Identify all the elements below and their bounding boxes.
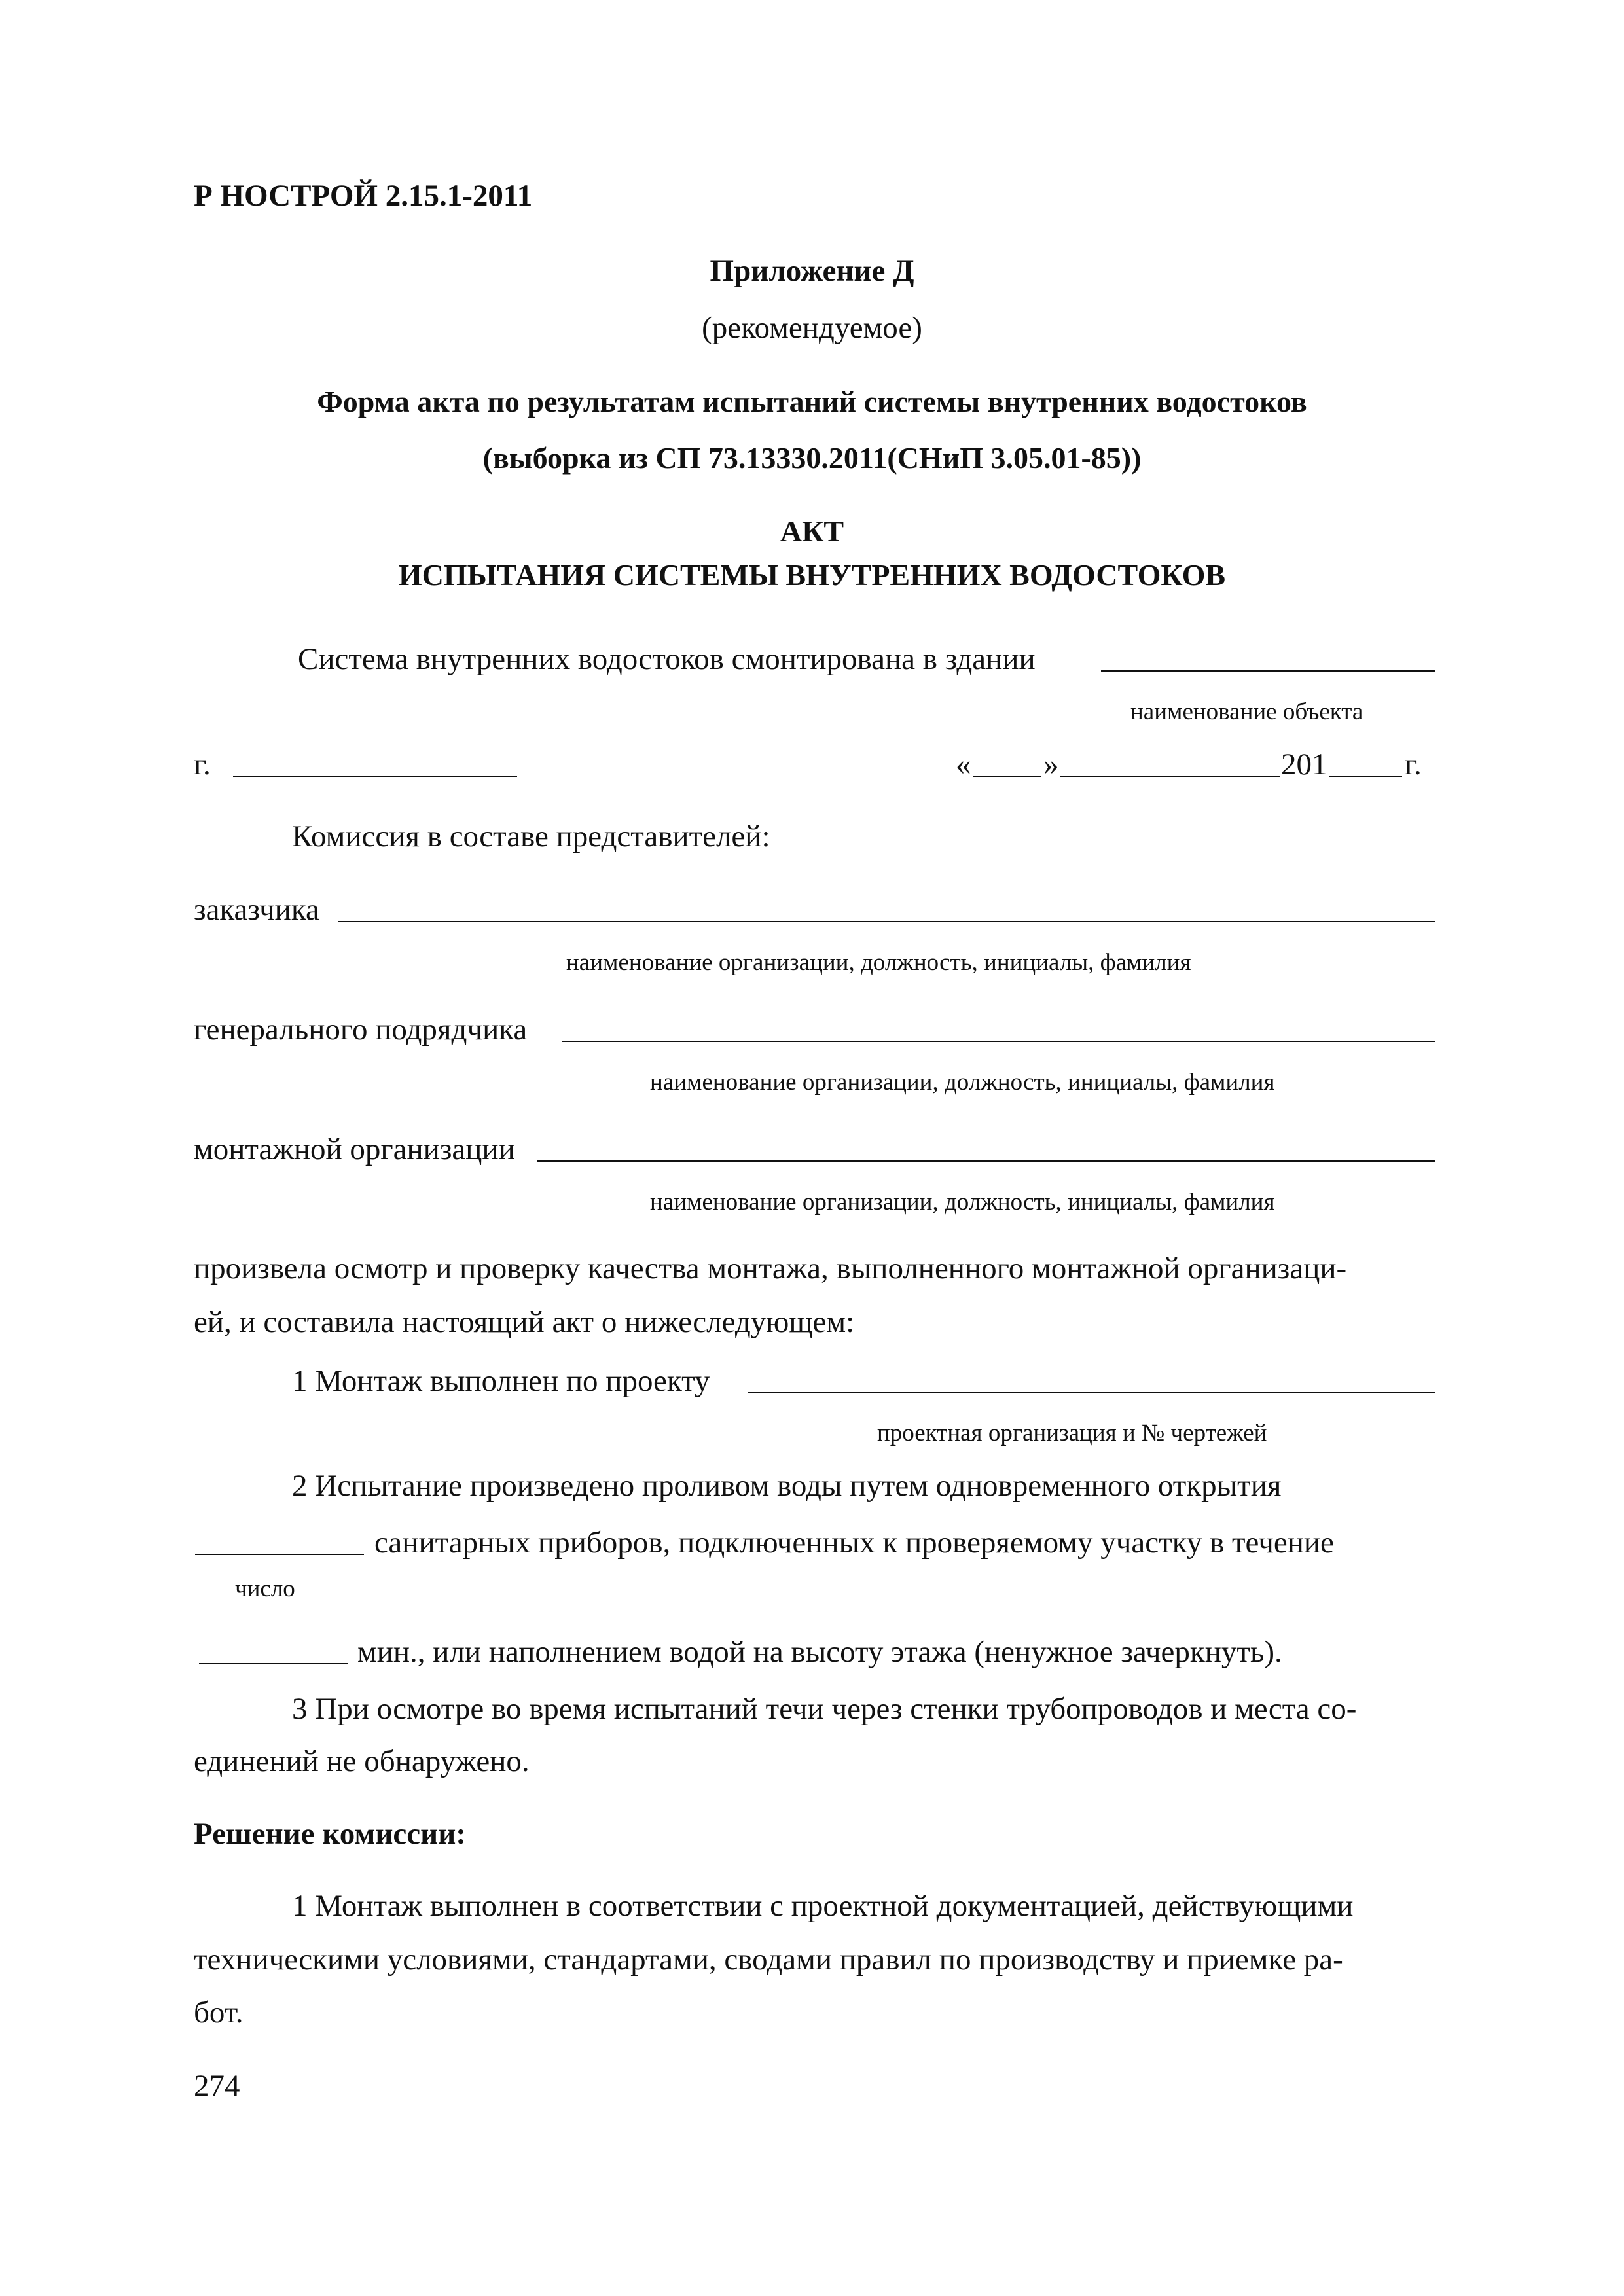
customer-caption: наименование организации, должность, инициалы, фамилия bbox=[566, 949, 1191, 976]
form-title-line2: (выборка из СП 73.13330.2011(СНиП 3.05.01-85)) bbox=[482, 441, 1142, 475]
form-title-line1: Форма акта по результатам испытаний системы внутренних водостоков bbox=[317, 385, 1307, 418]
duration-blank[interactable] bbox=[199, 1663, 348, 1664]
appendix-title: Приложение Д bbox=[710, 254, 914, 288]
date-quote-open: « bbox=[956, 747, 971, 781]
day-blank[interactable] bbox=[973, 776, 1041, 777]
decision-item1-line1: 1 Монтаж выполнен в соответствии с проектной документацией, действующими bbox=[292, 1889, 1354, 1923]
item1-label: 1 Монтаж выполнен по проекту bbox=[292, 1364, 710, 1398]
item3-line2: единений не обнаружено. bbox=[194, 1744, 530, 1778]
general-contractor-blank[interactable] bbox=[562, 1041, 1435, 1042]
month-blank[interactable] bbox=[1060, 776, 1280, 777]
installation-org-label: монтажной организации bbox=[194, 1132, 515, 1166]
intro-text: Система внутренних водостоков смонтирована в здании bbox=[298, 642, 1036, 676]
body-p1-line1: произвела осмотр и проверку качества монтажа, выполненного монтажной организаци- bbox=[194, 1251, 1347, 1285]
act-subtitle: ИСПЫТАНИЯ СИСТЕМЫ ВНУТРЕННИХ ВОДОСТОКОВ bbox=[398, 558, 1226, 592]
city-blank[interactable] bbox=[233, 776, 517, 777]
installation-org-blank[interactable] bbox=[537, 1160, 1435, 1162]
document-code: Р НОСТРОЙ 2.15.1-2011 bbox=[194, 179, 533, 213]
year-blank[interactable] bbox=[1329, 776, 1402, 777]
appendix-type: (рекомендуемое) bbox=[702, 311, 922, 345]
fixtures-count-blank[interactable] bbox=[195, 1554, 364, 1555]
decision-item1-line2: техническими условиями, стандартами, сводами правил по производству и приемке ра- bbox=[194, 1943, 1343, 1977]
general-contractor-label: генерального подрядчика bbox=[194, 1013, 528, 1047]
date-quote-close: » bbox=[1043, 747, 1059, 781]
project-blank[interactable] bbox=[748, 1392, 1435, 1393]
decision-item1-line3: бот. bbox=[194, 1996, 244, 2030]
year-prefix: 201 bbox=[1281, 747, 1327, 781]
commission-heading: Комиссия в составе представителей: bbox=[292, 819, 770, 853]
customer-blank[interactable] bbox=[338, 921, 1435, 922]
body-p1-line2: ей, и составила настоящий акт о нижеследующем: bbox=[194, 1305, 855, 1339]
item1-caption: проектная организация и № чертежей bbox=[877, 1420, 1267, 1446]
city-prefix: г. bbox=[194, 747, 211, 781]
item2-caption: число bbox=[235, 1575, 295, 1602]
customer-label: заказчика bbox=[194, 893, 319, 927]
year-suffix: г. bbox=[1405, 747, 1422, 781]
general-contractor-caption: наименование организации, должность, инициалы, фамилия bbox=[650, 1069, 1275, 1096]
item2-line3: мин., или наполнением водой на высоту этажа (ненужное зачеркнуть). bbox=[357, 1635, 1282, 1669]
object-name-caption: наименование объекта bbox=[1130, 698, 1363, 725]
item2-line2: санитарных приборов, подключенных к проверяемому участку в течение bbox=[374, 1526, 1334, 1560]
decision-heading: Решение комиссии: bbox=[194, 1817, 466, 1851]
act-title: АКТ bbox=[780, 514, 844, 548]
item2-line1: 2 Испытание произведено проливом воды путем одновременного открытия bbox=[292, 1469, 1282, 1503]
page-number: 274 bbox=[194, 2069, 240, 2103]
item3-line1: 3 При осмотре во время испытаний течи через стенки трубопроводов и места со- bbox=[292, 1692, 1357, 1726]
object-name-blank[interactable] bbox=[1101, 670, 1435, 672]
installation-org-caption: наименование организации, должность, инициалы, фамилия bbox=[650, 1189, 1275, 1215]
